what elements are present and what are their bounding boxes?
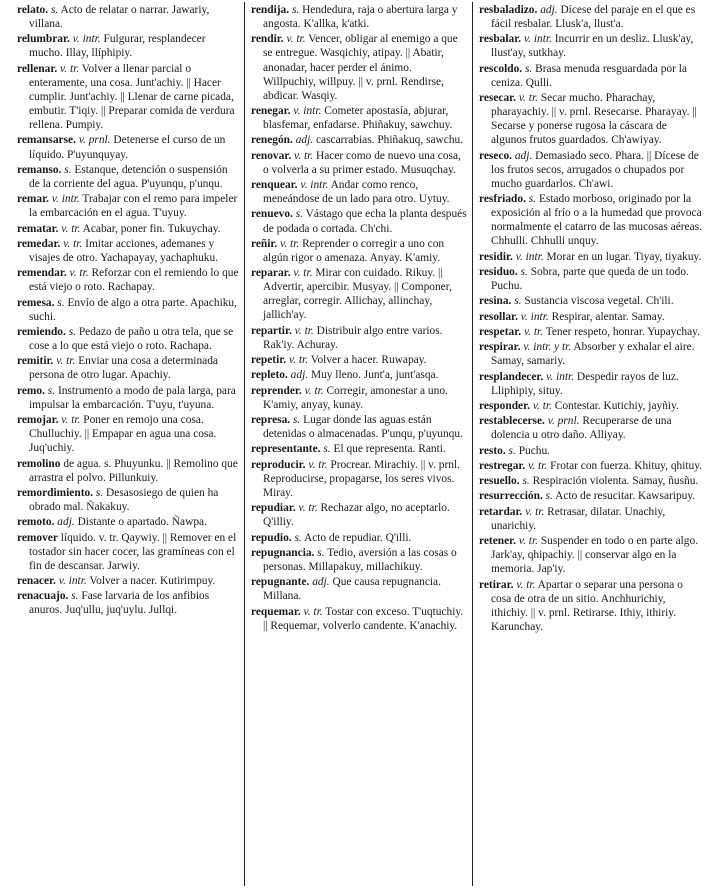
dictionary-entry xyxy=(17,413,239,455)
dictionary-entry xyxy=(251,575,467,603)
entry-definition: Acabar, poner fin. Tukuychay. xyxy=(82,222,221,235)
entry-part-of-speech: s. xyxy=(47,384,56,397)
entry-definition: Secar mucho. Pharachay, pharayachiy. || v. prnl. Resecarse. Pharayay. || Secarse y ponerse rugosa la cáscara de algunos frutos guardados. Ch'awiyay. xyxy=(491,92,697,147)
entry-definition: Puchu. xyxy=(518,444,551,457)
entry-definition: Vástago que echa la planta después de podada o cortada. Ch'chi. xyxy=(263,208,467,235)
dictionary-entry xyxy=(479,505,705,533)
entry-part-of-speech: adj. xyxy=(57,516,75,529)
entry-headword: rendir. xyxy=(251,33,284,46)
dictionary-entry xyxy=(479,310,705,324)
entry-definition: Imitar acciones, ademanes y visajes de otro. Yachapayay, yachaphuku. xyxy=(29,237,219,264)
dictionary-entry xyxy=(17,237,239,265)
entry-part-of-speech: v. intr. xyxy=(51,193,80,206)
entry-headword: retener. xyxy=(479,535,517,548)
dictionary-column-3 xyxy=(479,3,705,635)
entry-headword: remiendo. xyxy=(17,325,66,338)
entry-part-of-speech: v. tr. xyxy=(294,149,314,162)
entry-part-of-speech: adj. xyxy=(514,149,533,162)
entry-headword: resecar. xyxy=(479,92,517,105)
dictionary-entry xyxy=(17,62,239,132)
dictionary-entry xyxy=(251,324,467,352)
entry-headword: repudiar. xyxy=(251,502,296,515)
entry-headword: reñir. xyxy=(251,237,278,250)
dictionary-entry xyxy=(17,325,239,353)
entry-part-of-speech: v. tr. xyxy=(61,222,81,235)
entry-part-of-speech: v. tr. xyxy=(294,324,314,337)
entry-definition: Morar en un lugar. Tiyay, tiyakuy. xyxy=(546,250,702,263)
dictionary-entry xyxy=(17,515,239,529)
dictionary-entry xyxy=(479,325,705,339)
dictionary-entry xyxy=(17,163,239,191)
entry-definition: Dícese del paraje en el que es fácil resbalar. Llusk'a, llust'a. xyxy=(491,4,696,31)
dictionary-entry xyxy=(251,104,467,132)
entry-headword: renegar. xyxy=(251,105,291,118)
entry-part-of-speech: v. intr. xyxy=(58,575,87,588)
entry-definition: Lugar donde las aguas están detenidas o almacenadas. P'unqu, p'uyunqu. xyxy=(263,414,463,441)
dictionary-entry xyxy=(479,149,705,191)
entry-part-of-speech: v. intr. y tr. xyxy=(523,341,572,354)
entry-definition: Apartar o separar una persona o cosa de otra de un sitio. Anchhurichiy, ithichiy. || v. prnl. Retirarse. Ithiy, ithiriy. Karunchay. xyxy=(491,578,683,633)
entry-definition: Cometer apostasía, abjurar, blasfemar, enfadarse. Phiñakuy, sawchuy. xyxy=(263,105,453,132)
dictionary-entry xyxy=(479,62,705,90)
entry-part-of-speech: s. xyxy=(95,486,104,499)
entry-definition: Acto de relatar o narrar. Jawariy, villana. xyxy=(29,4,210,31)
entry-part-of-speech: s. xyxy=(71,590,79,603)
entry-headword: relumbrar. xyxy=(17,33,70,46)
entry-definition: de agua. s. Phuyunku. || Remolino que arrastra el polvo. Pillunkuiy. xyxy=(29,457,238,484)
entry-definition: Contestar. Kutichiy, jayñiy. xyxy=(554,399,679,412)
dictionary-entry xyxy=(479,265,705,293)
dictionary-entry xyxy=(251,413,467,441)
entry-definition: El que representa. Ranti. xyxy=(333,443,446,456)
entry-headword: representante. xyxy=(251,443,321,456)
entry-definition: Instrumento a modo de pala larga, para impulsar la embarcación. T'uyu, t'uyuna. xyxy=(29,384,236,411)
entry-part-of-speech: adj. xyxy=(540,4,558,16)
entry-definition: Estanque, detención o suspensión de la corriente del agua. P'uyunqu, p'unqu. xyxy=(29,163,228,190)
entry-part-of-speech: v. intr. xyxy=(515,250,544,263)
dictionary-entry xyxy=(17,384,239,412)
dictionary-entry xyxy=(479,444,705,458)
dictionary-entry xyxy=(17,589,239,617)
entry-headword: reseco. xyxy=(479,149,512,162)
dictionary-entry xyxy=(479,3,705,31)
entry-definition: Rechazar algo, no aceptarlo. Q'illiy. xyxy=(263,502,450,529)
entry-headword: repugnante. xyxy=(251,576,310,589)
entry-definition: Demasiado seco. Phara. || Dícese de los frutos secos, arrugados o chupados por mucho guardarlos. Ch'awi. xyxy=(491,149,699,190)
dictionary-entry xyxy=(251,149,467,177)
entry-definition: Detenerse el curso de un líquido. P'uyunquyay. xyxy=(29,134,226,161)
entry-part-of-speech: v. tr. xyxy=(516,578,536,591)
entry-headword: resurrección. xyxy=(479,490,543,503)
entry-part-of-speech: v. intr. xyxy=(520,310,549,323)
entry-part-of-speech: v. tr. xyxy=(56,355,76,368)
entry-part-of-speech: v. tr. xyxy=(60,62,80,75)
entry-part-of-speech: s. xyxy=(68,325,76,338)
entry-headword: responder. xyxy=(479,399,530,412)
entry-part-of-speech: s. xyxy=(317,546,325,559)
entry-definition: Procrear. Mirachiy. || v. prnl. Reproducirse, propagarse, los seres vivos. Miray. xyxy=(263,458,460,499)
entry-headword: repartir. xyxy=(251,324,292,337)
entry-part-of-speech: v. tr. xyxy=(298,502,318,515)
dictionary-entry xyxy=(17,133,239,161)
entry-headword: resfriado. xyxy=(479,193,526,206)
dictionary-entry xyxy=(251,384,467,412)
entry-part-of-speech: v. tr. xyxy=(518,535,538,548)
dictionary-entry xyxy=(251,32,467,102)
dictionary-entry xyxy=(479,192,705,248)
entry-definition: Frotar con fuerza. Khituy, qhituy. xyxy=(550,459,703,472)
entry-part-of-speech: v. tr. xyxy=(280,237,300,250)
entry-headword: remover xyxy=(17,531,58,544)
dictionary-entry xyxy=(251,133,467,147)
entry-definition: líquido. v. tr. Qaywiy. || Remover en el tostador sin hacer cocer, las gramíneas con el fin de descansar. Jarwiy. xyxy=(29,531,237,572)
dictionary-entry xyxy=(479,414,705,442)
entry-definition: Distante o apartado. Ñawpa. xyxy=(77,516,207,529)
dictionary-entry xyxy=(251,178,467,206)
dictionary-entry xyxy=(479,294,705,308)
entry-headword: resbalar. xyxy=(479,33,522,46)
entry-definition: Que causa repugnancia. Millana. xyxy=(263,576,441,603)
entry-headword: reparar. xyxy=(251,267,291,280)
entry-headword: respirar. xyxy=(479,341,521,354)
dictionary-entry xyxy=(479,340,705,368)
dictionary-entry xyxy=(17,266,239,294)
entry-part-of-speech: s. xyxy=(294,531,302,544)
dictionary-entry xyxy=(17,32,239,60)
entry-part-of-speech: s. xyxy=(64,163,72,176)
entry-definition: Estado morboso, originado por la exposición al frío o a la humedad que provoca normalmente el catarro de las mucosas aéreas. Chhulli. Chhulli unquy. xyxy=(491,193,702,248)
dictionary-column-2 xyxy=(251,3,467,634)
entry-definition: Retrasar, dilatar. Unachiy, unarichiy. xyxy=(491,505,666,532)
entry-definition: Fase larvaria de los anfibios anuros. Juq'ullu, juq'uylu. Jullqi. xyxy=(29,590,210,617)
entry-definition: Mirar con cuidado. Rikuy. || Advertir, apercibir. Musyay. || Componer, arreglar, corregir. Allichay, allinchay, jallich'ay. xyxy=(263,267,452,322)
entry-part-of-speech: adj. xyxy=(295,134,314,147)
entry-definition: Distribuir algo entre varios. Rak'iy. Achuray. xyxy=(263,324,443,351)
entry-definition: Reforzar con el remiendo lo que está viejo o roto. Rachapay. xyxy=(29,267,239,294)
entry-headword: rendija. xyxy=(251,4,290,16)
entry-part-of-speech: v. intr. xyxy=(546,370,575,383)
dictionary-entry xyxy=(251,531,467,545)
dictionary-entry xyxy=(17,531,239,573)
entry-headword: resto. xyxy=(479,444,506,457)
entry-definition: Hendedura, raja o abertura larga y angosta. K'allka, k'atki. xyxy=(263,4,458,31)
entry-part-of-speech: v. tr. xyxy=(525,505,545,518)
entry-definition: Vencer, obligar al enemigo a que se entregue. Wasqichiy, atipay. || Abatir, anonadar, hacer perder el ánimo. Willpuchiy, willpuy. || v. prnl. Rendirse, abdicar. Wasqiy. xyxy=(263,33,458,102)
dictionary-entry xyxy=(17,574,239,588)
dictionary-entry xyxy=(17,354,239,382)
entry-definition: Tener respeto, honrar. Yupaychay. xyxy=(545,325,700,338)
column-divider xyxy=(244,2,245,886)
entry-part-of-speech: v. intr. xyxy=(523,33,552,46)
dictionary-entry xyxy=(251,546,467,574)
dictionary-entry xyxy=(479,250,705,264)
entry-part-of-speech: v. tr. xyxy=(69,267,89,280)
entry-definition: Suspender en todo o en parte algo. Jark'ay, qhipachiy. || conservar algo en la memoria. Jap'iy. xyxy=(491,535,699,576)
dictionary-entry xyxy=(479,474,705,488)
entry-part-of-speech: v. tr. xyxy=(61,414,81,427)
entry-part-of-speech: v. tr. xyxy=(286,33,306,46)
entry-headword: remar. xyxy=(17,193,49,206)
entry-part-of-speech: v. prnl. xyxy=(547,415,580,428)
entry-headword: remesa. xyxy=(17,296,55,309)
entry-part-of-speech: s. xyxy=(514,295,522,308)
dictionary-entry xyxy=(17,457,239,485)
entry-headword: residir. xyxy=(479,250,513,263)
entry-definition: Tostar con exceso. T'uqtuchiy. || Requemar, volverlo candente. K'anachiy. xyxy=(263,605,464,632)
entry-part-of-speech: v. tr. xyxy=(308,458,328,471)
entry-part-of-speech: s. xyxy=(522,475,530,488)
entry-definition: Enviar una cosa a determinada persona de otro lugar. Apachiy. xyxy=(29,355,218,382)
entry-definition: Andar como renco, meneándose de un lado para otro. Uytuy. xyxy=(263,179,450,206)
entry-headword: respetar. xyxy=(479,325,522,338)
entry-headword: residuo. xyxy=(479,266,518,278)
entry-definition: Respirar, alentar. Samay. xyxy=(551,310,665,323)
dictionary-entry xyxy=(251,442,467,456)
entry-part-of-speech: s. xyxy=(50,4,59,16)
entry-definition: Despedir rayos de luz. Lliphipiy, situy. xyxy=(491,370,679,397)
entry-part-of-speech: v. tr. xyxy=(293,267,313,280)
entry-headword: renquear. xyxy=(251,179,298,192)
entry-definition: Poner en remojo una cosa. Chulluchiy. || Empapar en agua una cosa. Juq'uchiy. xyxy=(29,414,217,455)
dictionary-entry xyxy=(479,459,705,473)
entry-part-of-speech: s. xyxy=(295,208,304,221)
entry-definition: Hacer como de nuevo una cosa, o volverla a su primer estado. Musuqchay. xyxy=(263,149,461,176)
entry-part-of-speech: s. xyxy=(520,266,528,278)
entry-headword: restablecerse. xyxy=(479,415,545,428)
dictionary-entry xyxy=(251,353,467,367)
entry-headword: renegón. xyxy=(251,134,293,147)
entry-definition: Absorber y exhalar el aire. Samay, samariy. xyxy=(491,341,695,368)
entry-part-of-speech: s. xyxy=(508,444,516,457)
entry-headword: relato. xyxy=(17,4,49,16)
entry-headword: remolino xyxy=(17,457,61,470)
entry-headword: represa. xyxy=(251,414,291,427)
dictionary-entry xyxy=(251,207,467,235)
entry-headword: renuevo. xyxy=(251,208,293,221)
entry-headword: remedar. xyxy=(17,237,61,250)
entry-part-of-speech: v. intr. xyxy=(72,33,101,46)
dictionary-entry xyxy=(479,534,705,576)
entry-definition: Tedio, aversión a las cosas o personas. Millapakuy, millachikuy. xyxy=(263,546,457,573)
entry-part-of-speech: v. tr. xyxy=(518,92,538,105)
entry-headword: resina. xyxy=(479,295,512,308)
entry-definition: Envío de algo a otra parte. Apachiku, suchi. xyxy=(29,296,237,323)
entry-headword: remo. xyxy=(17,384,45,397)
entry-part-of-speech: v. tr. xyxy=(288,354,309,367)
entry-definition: Muy lleno. Junt'a, junt'asqa. xyxy=(310,369,439,382)
entry-headword: remansarse. xyxy=(17,134,76,147)
entry-part-of-speech: v. tr. xyxy=(303,605,323,618)
dictionary-entry xyxy=(17,192,239,220)
entry-headword: rellenar. xyxy=(17,62,58,75)
entry-part-of-speech: adj. xyxy=(290,369,309,382)
entry-part-of-speech: s. xyxy=(291,4,300,16)
entry-definition: Volver a nacer. Kutirimpuy. xyxy=(89,575,216,588)
dictionary-entry xyxy=(251,368,467,382)
dictionary-entry xyxy=(479,399,705,413)
entry-headword: rematar. xyxy=(17,222,59,235)
entry-headword: remendar. xyxy=(17,267,67,280)
dictionary-entry xyxy=(251,501,467,529)
entry-part-of-speech: s. xyxy=(545,490,553,503)
entry-definition: Trabajar con el remo para impeler la embarcación en el agua. T'uyuy. xyxy=(29,193,238,220)
dictionary-entry xyxy=(479,91,705,147)
entry-part-of-speech: s. xyxy=(292,414,301,427)
entry-definition: Sobra, parte que queda de un todo. Puchu. xyxy=(491,266,689,293)
entry-headword: repetir. xyxy=(251,354,287,367)
entry-headword: renacer. xyxy=(17,575,56,588)
dictionary-entry xyxy=(479,489,705,503)
entry-definition: Incurrir en un desliz. Llusk'ay, llust'ay, sutkhay. xyxy=(491,33,694,60)
dictionary-entry xyxy=(17,486,239,514)
entry-part-of-speech: v. tr. xyxy=(532,399,552,412)
entry-headword: repleto. xyxy=(251,369,288,382)
entry-definition: cascarrabias. Phiñakuq, sawchu. xyxy=(316,134,464,147)
entry-definition: Recuperarse de una dolencia u otro daño. Alliyay. xyxy=(491,415,672,442)
dictionary-entry xyxy=(251,458,467,500)
entry-part-of-speech: s. xyxy=(528,193,537,206)
entry-part-of-speech: v. intr. xyxy=(300,179,329,192)
entry-headword: remanso. xyxy=(17,163,62,176)
entry-part-of-speech: v. intr. xyxy=(293,105,322,118)
entry-definition: Desasosiego de quien ha obrado mal. Ñakakuy. xyxy=(29,486,219,513)
entry-part-of-speech: s. xyxy=(57,296,65,309)
entry-definition: Volver a hacer. Ruwapay. xyxy=(310,354,427,367)
entry-headword: resbaladizo. xyxy=(479,4,538,16)
entry-headword: restregar. xyxy=(479,459,526,472)
dictionary-column-1 xyxy=(17,3,239,619)
entry-definition: Fulgurar, resplandecer mucho. Illay, llíphipiy. xyxy=(29,33,206,60)
entry-headword: rescoldo. xyxy=(479,62,523,75)
entry-headword: requemar. xyxy=(251,605,301,618)
dictionary-entry xyxy=(479,32,705,60)
entry-headword: repugnancia. xyxy=(251,546,315,559)
dictionary-entry xyxy=(17,3,239,31)
entry-part-of-speech: v. tr. xyxy=(528,459,548,472)
dictionary-entry xyxy=(17,222,239,236)
entry-headword: resuello. xyxy=(479,475,520,488)
entry-definition: Pedazo de paño u otra tela, que se cose a lo que está viejo o roto. Rachapa. xyxy=(29,325,234,353)
dictionary-entry xyxy=(479,578,705,634)
entry-headword: renacuajo. xyxy=(17,590,69,603)
dictionary-entry xyxy=(251,3,467,31)
dictionary-entry xyxy=(251,266,467,322)
entry-definition: Sustancia viscosa vegetal. Ch'ili. xyxy=(524,295,674,308)
entry-part-of-speech: v. tr. xyxy=(304,384,324,397)
entry-part-of-speech: s. xyxy=(323,443,331,456)
entry-headword: remoto. xyxy=(17,516,55,529)
entry-part-of-speech: s. xyxy=(525,62,533,75)
entry-headword: remitir. xyxy=(17,355,54,368)
entry-part-of-speech: v. prnl. xyxy=(78,134,111,147)
entry-headword: resplandecer. xyxy=(479,370,544,383)
entry-headword: repudio. xyxy=(251,531,292,544)
entry-definition: Brasa menuda resguardada por la ceniza. Qulli. xyxy=(491,62,687,89)
entry-definition: Acto de resucitar. Kawsaripuy. xyxy=(555,490,696,503)
column-divider xyxy=(472,2,473,886)
dictionary-entry xyxy=(479,370,705,398)
entry-definition: Respiración violenta. Samay, ñusñu. xyxy=(532,475,699,488)
dictionary-entry xyxy=(251,237,467,265)
entry-part-of-speech: adj. xyxy=(312,576,330,589)
entry-headword: remojar. xyxy=(17,414,59,427)
dictionary-entry xyxy=(17,296,239,324)
dictionary-entry xyxy=(251,605,467,633)
entry-headword: resollar. xyxy=(479,310,518,323)
entry-headword: reproducir. xyxy=(251,458,306,471)
entry-definition: Volver a llenar parcial o enteramente, una cosa. Junt'achiy. || Hacer cumplir. Junt'achiy. || Llenar de carne picada, embutir. T'iqiy. || Preparar comida de verdura rellena. Pumpiy. xyxy=(29,62,235,132)
entry-headword: renovar. xyxy=(251,149,292,162)
entry-part-of-speech: v. tr. xyxy=(523,325,544,338)
entry-headword: retirar. xyxy=(479,578,514,591)
entry-definition: Corregir, amonestar a uno. K'amiy, anyay, kunay. xyxy=(263,384,448,411)
entry-headword: remordimiento. xyxy=(17,486,94,499)
entry-definition: Acto de repudiar. Q'illi. xyxy=(303,531,412,544)
entry-part-of-speech: v. tr. xyxy=(63,237,83,250)
entry-headword: reprender. xyxy=(251,384,302,397)
entry-headword: retardar. xyxy=(479,505,523,518)
entry-definition: Reprender o corregir a uno con algún rigor o amenaza. Anyay. K'amiy. xyxy=(263,237,445,264)
